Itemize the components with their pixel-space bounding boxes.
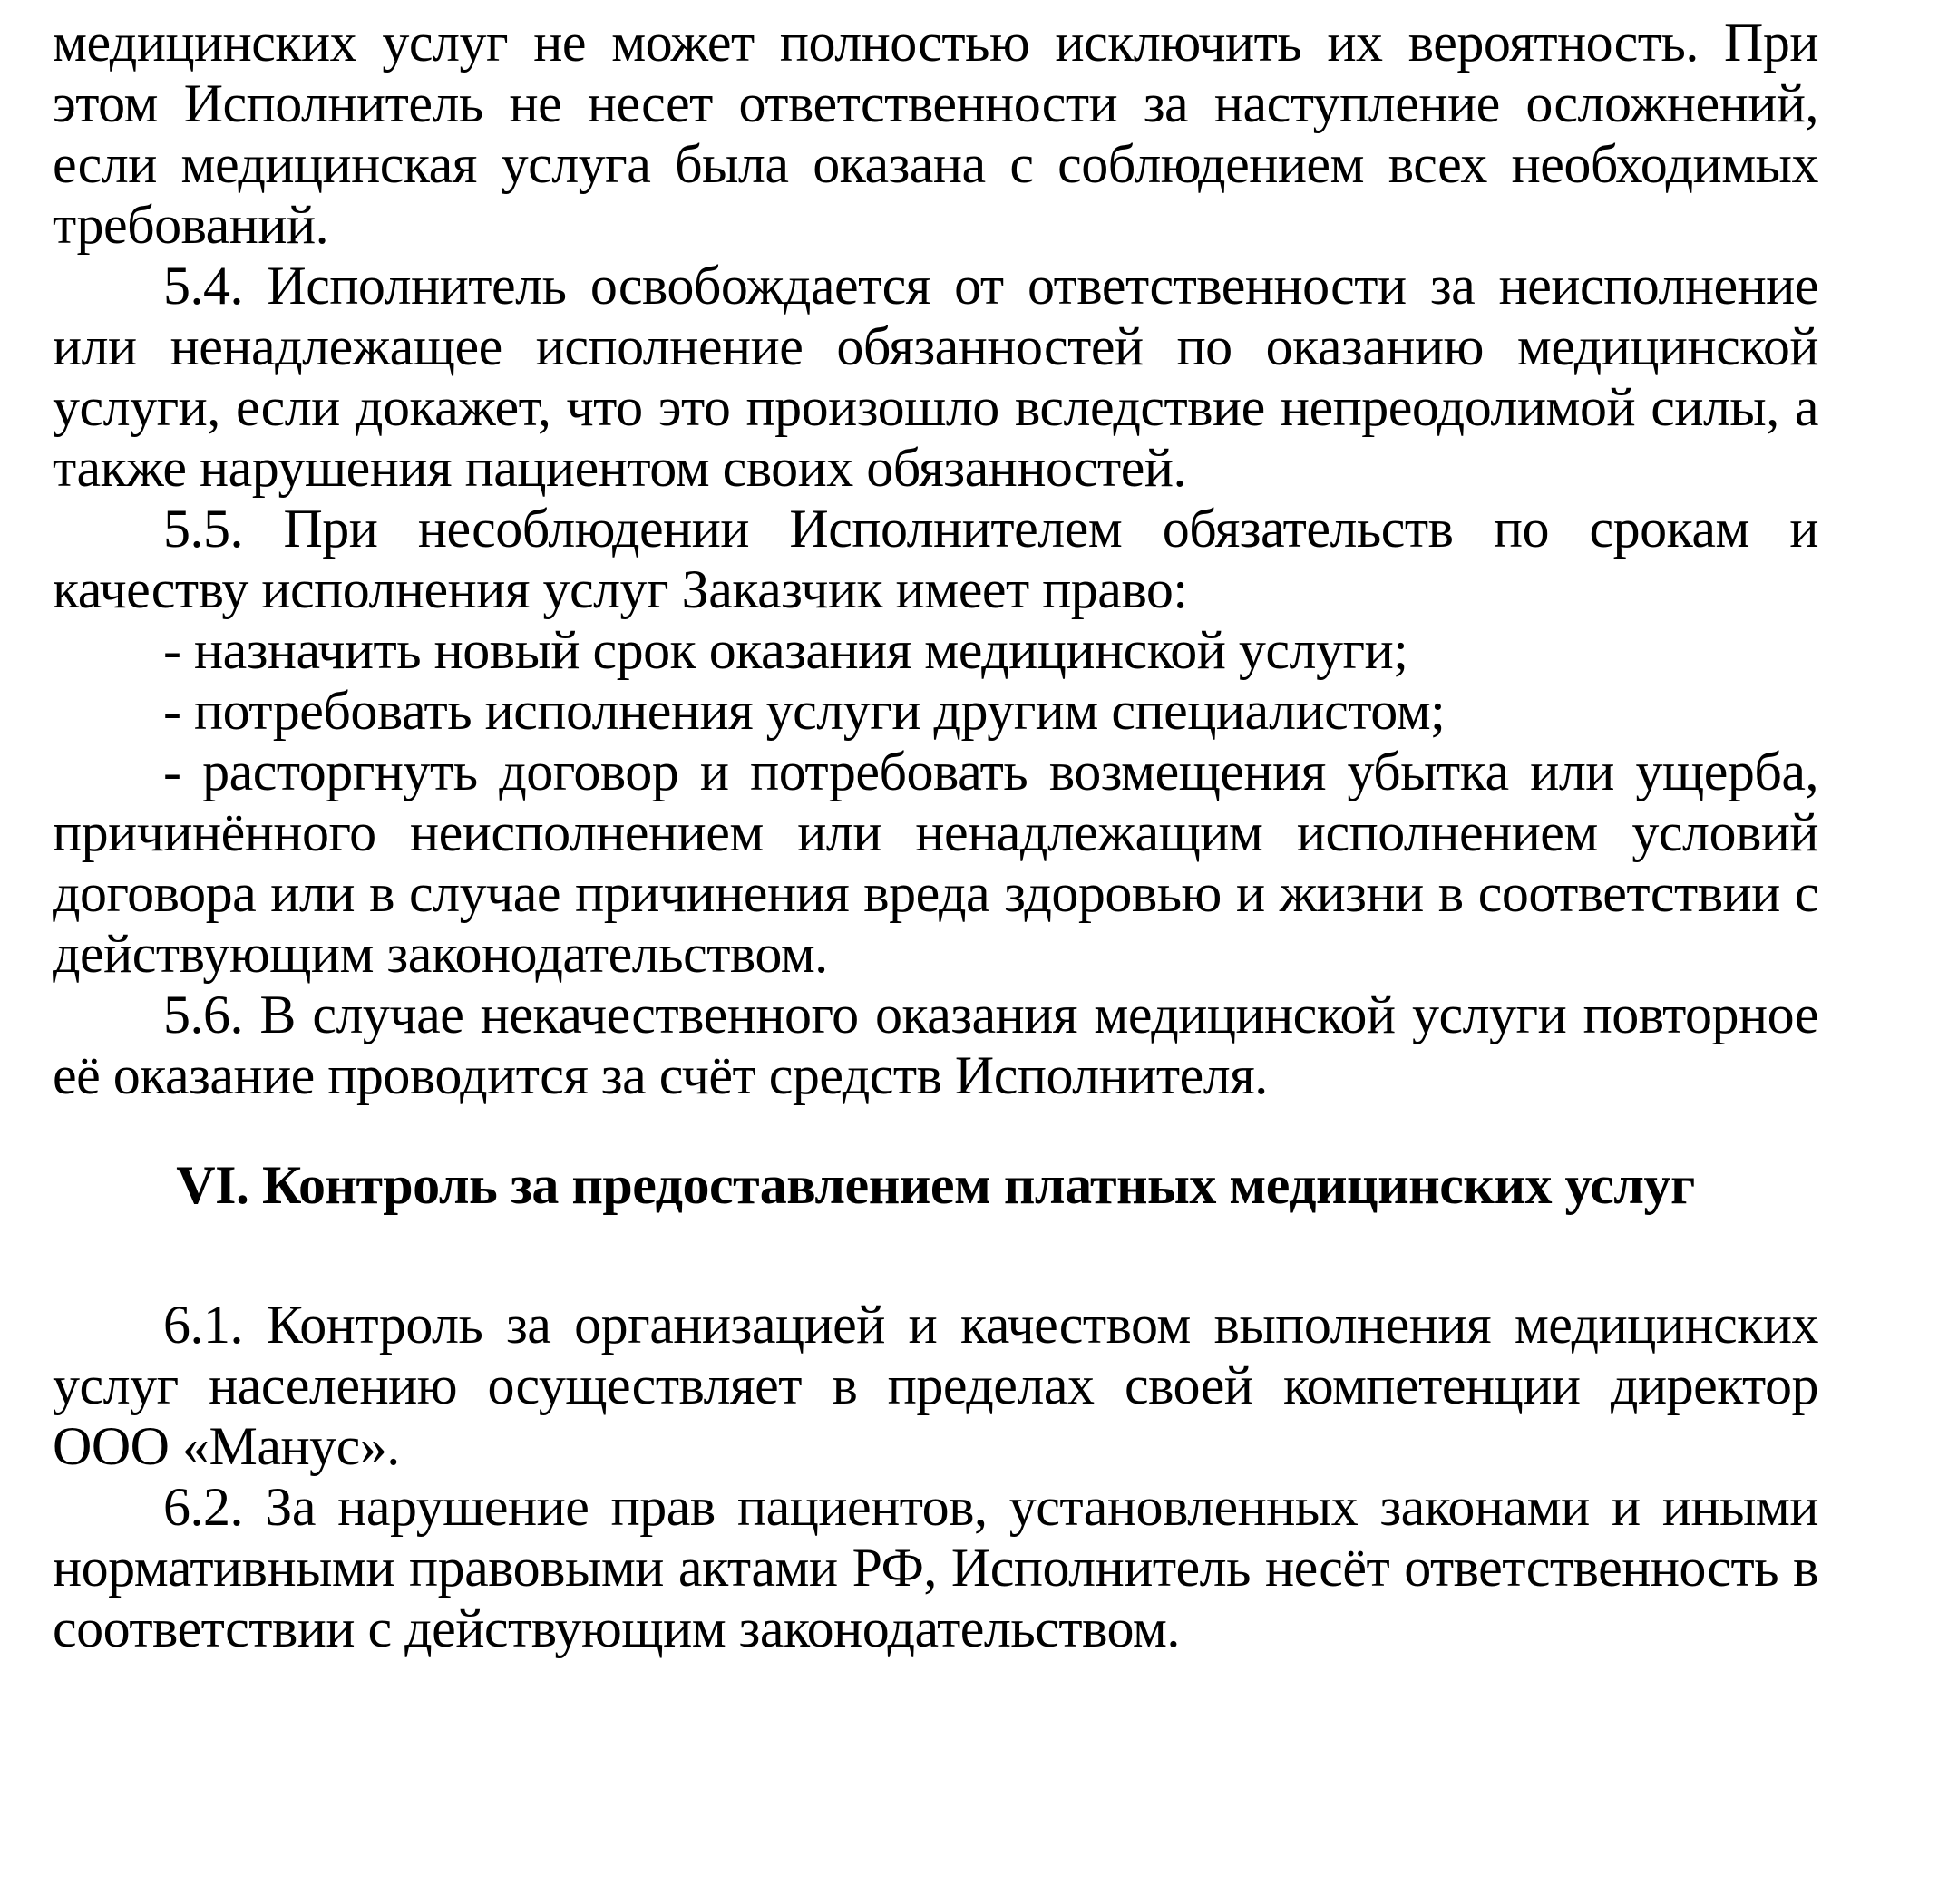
text-block — [53, 13, 1818, 1659]
clause-6-1: 6.1. Контроль за организацией и качеством выполнения медицинских услуг населению осуществляет в пределах своей компетенции директор ООО «Манус». — [53, 1295, 1818, 1476]
paragraph-continuation-5-3: медицинских услуг не может полностью исключить их вероятность. При этом Исполнитель не несет ответственности за наступление осложнений, если медицинская услуга была оказана с соблюдением всех необходимых требований. — [53, 13, 1818, 255]
list-item-new-term: - назначить новый срок оказания медицинской услуги; — [163, 620, 1408, 680]
clause-5-4: 5.4. Исполнитель освобождается от ответственности за неисполнение или ненадлежащее исполнение обязанностей по оказанию медицинской услуги, если докажет, что это произошло вследствие непреодолимой силы, а также нарушения пациентом своих обязанностей. — [53, 256, 1818, 498]
list-item-terminate-contract: - расторгнуть договор и потребовать возмещения убытка или ущерба, причинённого неисполнением или ненадлежащим исполнением условий договора или в случае причинения вреда здоровью и жизни в соответствии с действующим законодательством. — [53, 742, 1818, 984]
list-item-other-specialist: - потребовать исполнения услуги другим специалистом; — [163, 681, 1446, 741]
clause-5-5: 5.5. При несоблюдении Исполнителем обязательств по срокам и качеству исполнения услуг Заказчик имеет право: — [53, 499, 1818, 619]
clause-5-6: 5.6. В случае некачественного оказания медицинской услуги повторное её оказание проводится за счёт средств Исполнителя. — [53, 985, 1818, 1105]
section-heading-vi: VI. Контроль за предоставлением платных медицинских услуг — [176, 1155, 1695, 1215]
clause-6-2: 6.2. За нарушение прав пациентов, установленных законами и иными нормативными правовыми актами РФ, Исполнитель несёт ответственность в соответствии с действующим законодательством. — [53, 1477, 1818, 1658]
